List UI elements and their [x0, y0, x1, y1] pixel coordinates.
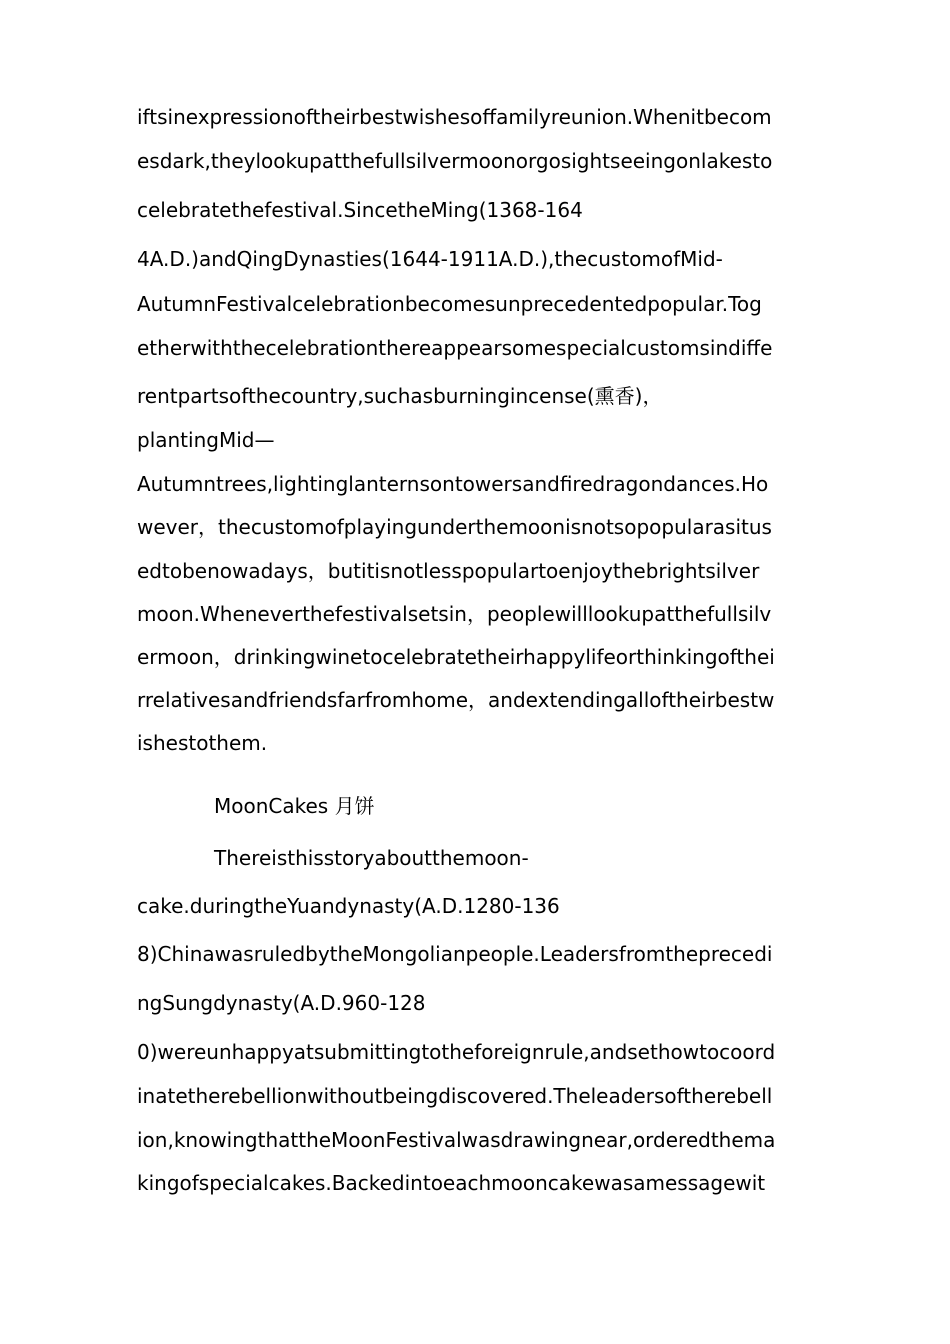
text-line: ishestothem.: [137, 731, 268, 755]
text-line: plantingMid—: [137, 428, 275, 452]
text-line: AutumnFestivalcelebrationbecomesunprecedentedpopular.Tog: [137, 292, 762, 316]
text-line: rrelativesandfriendsfarfromhome，andextendingalloftheirbestw: [137, 688, 775, 712]
text-line: ngSungdynasty(A.D.960-128: [137, 991, 426, 1015]
text-line: ermoon，drinkingwinetocelebratetheirhappylifeorthinkingofthei: [137, 645, 775, 669]
text-line: ion,knowingthattheMoonFestivalwasdrawingnear,orderedthema: [137, 1128, 776, 1152]
text-line: wever，thecustomofplayingunderthemoonisnotsopopularasitus: [137, 515, 772, 539]
text-line: kingofspecialcakes.Backedintoeachmooncakewasamessagewit: [137, 1171, 766, 1195]
text-line: 4A.D.)andQingDynasties(1644-1911A.D.),thecustomofMid-: [137, 247, 723, 271]
text-line: inatetherebellionwithoutbeingdiscovered.Theleadersoftherebell: [137, 1084, 773, 1108]
text-line: etherwiththecelebrationthereappearsomespecialcustomsindiffe: [137, 336, 773, 360]
text-line: Thereisthisstoryaboutthemoon-: [214, 846, 529, 870]
text-line: Autumntrees,lightinglanternsontowersandfiredragondances.Ho: [137, 472, 769, 496]
text-line: celebratethefestival.SincetheMing(1368-164: [137, 198, 583, 222]
section-heading: MoonCakes 月饼: [214, 794, 375, 818]
text-line: moon.Wheneverthefestivalsetsin，peoplewilllookupatthefullsilv: [137, 602, 772, 626]
text-line: 0)wereunhappyatsubmittingtotheforeignrule,andsethowtocoord: [137, 1040, 776, 1064]
text-line: 8)ChinawasruledbytheMongolianpeople.Leadersfromtheprecedi: [137, 942, 773, 966]
text-line: iftsinexpressionoftheirbestwishesoffamilyreunion.Whenitbecom: [137, 105, 772, 129]
text-line: cake.duringtheYuandynasty(A.D.1280-136: [137, 894, 560, 918]
text-line: rentpartsofthecountry,suchasburningincense(熏香)，: [137, 384, 663, 408]
text-line: edtobenowadays，butitisnotlesspopulartoenjoythebrightsilver: [137, 559, 760, 583]
text-line: esdark,theylookupatthefullsilvermoonorgosightseeingonlakesto: [137, 149, 773, 173]
